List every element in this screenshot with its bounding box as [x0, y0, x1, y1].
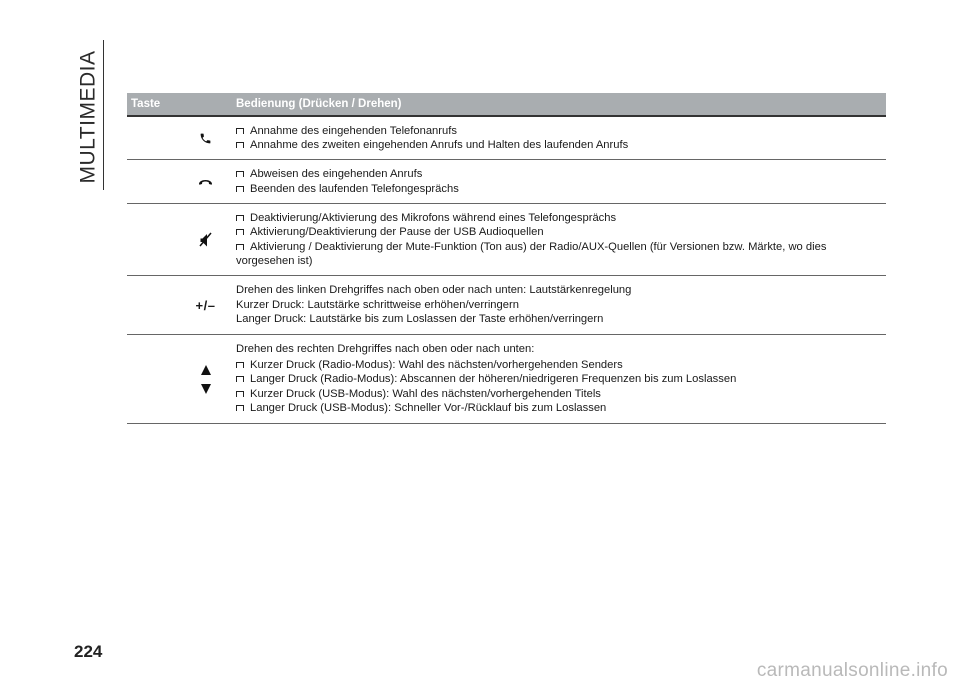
- bullet-icon: [236, 128, 244, 134]
- list-item: Kurzer Druck: Lautstärke schrittweise erhöhen/verringern: [236, 298, 519, 311]
- list-item: Langer Druck: Lautstärke bis zum Loslassen der Taste erhöhen/verringern: [236, 313, 604, 326]
- operation-cell: [236, 342, 886, 416]
- bullet-icon: [236, 244, 244, 250]
- table-row: [127, 335, 886, 424]
- header-key: Taste: [131, 98, 161, 110]
- table-row: [127, 276, 886, 335]
- table-row: [127, 204, 886, 276]
- bullet-icon: [236, 171, 244, 177]
- bullet-icon: [236, 376, 244, 382]
- arrow-down-icon: [201, 384, 211, 394]
- bullet-icon: [236, 215, 244, 221]
- list-item: Annahme des eingehenden Telefonanrufs: [236, 124, 880, 139]
- key-cell: [127, 365, 236, 394]
- list-item: Beenden des laufenden Telefongesprächs: [236, 182, 880, 197]
- key-cell: [127, 298, 236, 313]
- list-item: Aktivierung/Deaktivierung der Pause der USB Audioquellen: [236, 225, 880, 240]
- bullet-icon: [236, 405, 244, 411]
- table-row: [127, 160, 886, 204]
- list-item: Annahme des zweiten eingehenden Anrufs und Halten des laufenden Anrufs: [236, 138, 880, 153]
- section-divider: [103, 40, 104, 190]
- bullet-icon: [236, 362, 244, 368]
- key-cell: [127, 132, 236, 145]
- phone-hangup-icon: [198, 178, 213, 186]
- watermark: carmanualsonline.info: [756, 660, 948, 681]
- table-header: [127, 93, 886, 117]
- section-title: MULTIMEDIA: [76, 50, 100, 184]
- row-intro: Drehen des rechten Drehgriffes nach oben oder nach unten:: [236, 343, 535, 356]
- operation-cell: [236, 124, 886, 153]
- controls-table: [127, 93, 886, 424]
- bullet-icon: [236, 391, 244, 397]
- list-item: Langer Druck (USB-Modus): Schneller Vor-/Rücklauf bis zum Loslassen: [236, 401, 880, 416]
- list-item: Kurzer Druck (USB-Modus): Wahl des nächsten/vorhergehenden Titels: [236, 387, 880, 402]
- list-item: Kurzer Druck (Radio-Modus): Wahl des nächsten/vorhergehenden Senders: [236, 358, 880, 373]
- mic-mute-icon: [199, 232, 212, 247]
- key-cell: [127, 178, 236, 186]
- up-down-arrows-icon: [201, 365, 211, 394]
- arrow-up-icon: [201, 365, 211, 375]
- phone-answer-icon: [199, 132, 212, 145]
- list-item: Drehen des linken Drehgriffes nach oben oder nach unten: Lautstärkenregelung: [236, 284, 632, 297]
- bullet-icon: [236, 229, 244, 235]
- key-cell: [127, 232, 236, 247]
- operation-cell: [236, 167, 886, 196]
- bullet-icon: [236, 142, 244, 148]
- header-operation: Bedienung (Drücken / Drehen): [236, 98, 402, 110]
- page-number: 224: [74, 642, 103, 661]
- table-row: [127, 117, 886, 160]
- bullet-icon: [236, 186, 244, 192]
- list-item: Langer Druck (Radio-Modus): Abscannen der höheren/niedrigeren Frequenzen bis zum Loslassen: [236, 372, 880, 387]
- operation-cell: [236, 211, 886, 269]
- list-item: Abweisen des eingehenden Anrufs: [236, 167, 880, 182]
- list-item: Aktivierung / Deaktivierung der Mute-Funktion (Ton aus) der Radio/AUX-Quellen (für Versionen bzw. Märkte, wo dies vorgesehen ist): [236, 240, 827, 267]
- list-item: Deaktivierung/Aktivierung des Mikrofons während eines Telefongesprächs: [236, 211, 880, 226]
- operation-cell: [236, 283, 886, 327]
- volume-key-label: +/–: [195, 297, 216, 313]
